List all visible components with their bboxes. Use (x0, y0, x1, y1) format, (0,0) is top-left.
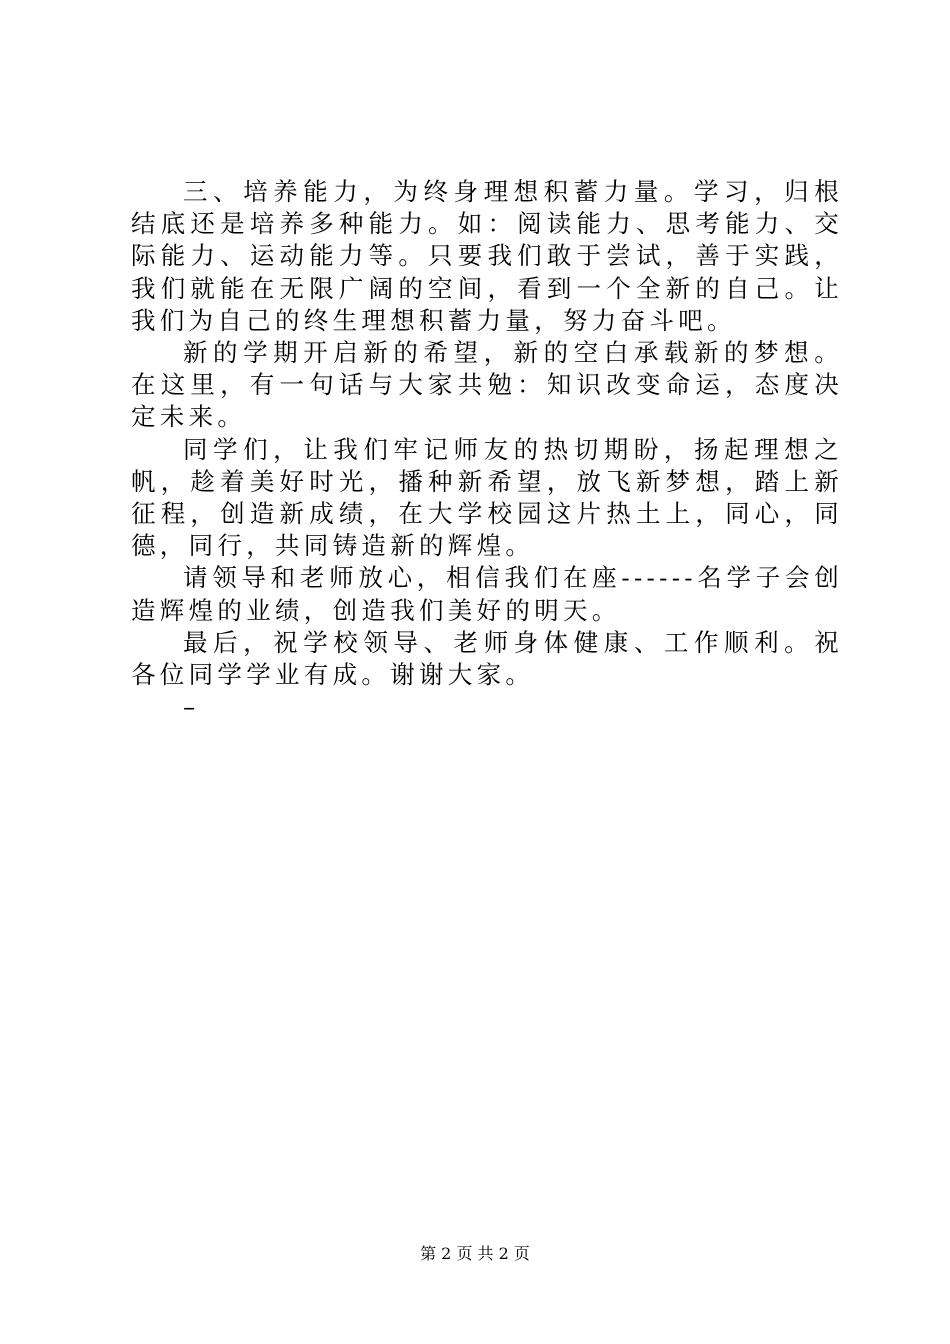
paragraph-reassurance: 请领导和老师放心，相信我们在座------名学子会创造辉煌的业绩，创造我们美好的明天。 (131, 563, 843, 625)
trailing-dash: – (183, 692, 200, 722)
paragraph-cultivate-ability: 三、培养能力，为终身理想积蓄力量。学习，归根结底还是培养多种能力。如：阅读能力、思考能力、交际能力、运动能力等。只要我们敢于尝试，善于实践，我们就能在无限广阔的空间，看到一个全新的自己。让我们为自己的终生理想积蓄力量，努力奋斗吧。 (131, 177, 843, 335)
page-number-footer: 第 2 页 共 2 页 (420, 1244, 530, 1263)
paragraph-closing-wishes: 最后，祝学校领导、老师身体健康、工作顺利。祝各位同学学业有成。谢谢大家。 (131, 627, 843, 690)
paragraph-new-semester: 新的学期开启新的希望，新的空白承载新的梦想。在这里，有一句话与大家共勉：知识改变命运，态度决定未来。 (131, 338, 843, 432)
paragraph-classmates: 同学们，让我们牢记师友的热切期盼，扬起理想之帆，趁着美好时光，播种新希望，放飞新梦想，踏上新征程，创造新成绩，在大学校园这片热土上，同心，同德，同行，共同铸造新的辉煌。 (131, 434, 843, 561)
document-body (131, 176, 843, 723)
